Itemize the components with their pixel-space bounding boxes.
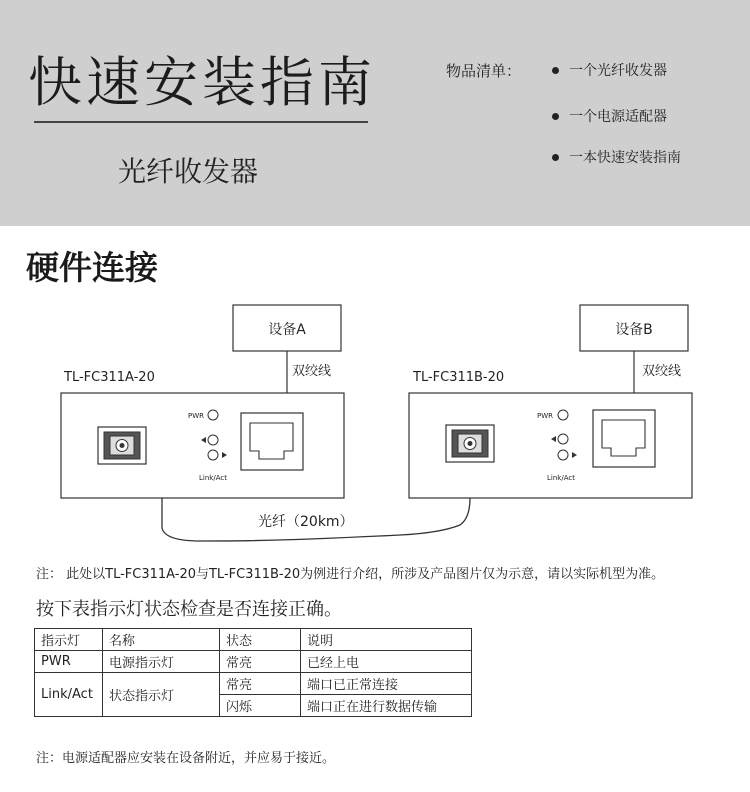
- header-banner: [0, 0, 750, 226]
- pwr-led-icon: [208, 410, 218, 420]
- led-a-icon: [558, 434, 568, 444]
- page-title: 快速安装指南: [28, 51, 376, 114]
- device-a-label: 设备A: [268, 322, 306, 338]
- pwr-led-label: PWR: [537, 412, 554, 420]
- pwr-led-icon: [558, 410, 568, 420]
- transceiver-b: [409, 393, 692, 498]
- section-title-hardware: 硬件连接: [26, 248, 158, 287]
- package-list-label: 物品清单：: [446, 62, 522, 80]
- led-b-icon: [558, 450, 568, 460]
- link-led-label: Link/Act: [547, 474, 575, 482]
- table-row: [35, 673, 472, 695]
- table-header-cell: 状态: [220, 629, 301, 651]
- check-instructions: 按下表指示灯状态检查是否连接正确。: [36, 599, 342, 620]
- pwr-led-label: PWR: [188, 412, 205, 420]
- table-cell: 已经上电: [301, 651, 472, 673]
- connection-diagram: [0, 290, 750, 560]
- bullet-icon: [552, 67, 559, 74]
- rj45-port-icon: [241, 413, 303, 470]
- table-row: [35, 651, 472, 673]
- title-divider: [34, 121, 368, 123]
- table-header-cell: 指示灯: [35, 629, 103, 651]
- table-cell: 电源指示灯: [103, 651, 220, 673]
- table-cell: 状态指示灯: [103, 673, 220, 717]
- page-subtitle: 光纤收发器: [118, 155, 259, 188]
- table-cell: 端口正在进行数据传输: [301, 695, 472, 717]
- package-list-item: 一本快速安装指南: [552, 147, 681, 167]
- package-list-item: 一个电源适配器: [552, 106, 667, 126]
- indicator-table: [34, 628, 472, 717]
- bullet-icon: [552, 154, 559, 161]
- led-a-icon: [208, 435, 218, 445]
- table-header-cell: 说明: [301, 629, 472, 651]
- note-example: 注： 此处以TL-FC311A-20与TL-FC311B-20为例进行介绍，所涉及产品图片仅为示意，请以实际机型为准。: [36, 567, 665, 582]
- table-header-row: [35, 629, 472, 651]
- led-b-icon: [208, 450, 218, 460]
- model-a-label: TL-FC311A-20: [64, 370, 155, 385]
- table-cell: PWR: [35, 651, 103, 673]
- note-power-adapter: 注：电源适配器应安装在设备附近，并应易于接近。: [36, 751, 336, 766]
- table-cell: 常亮: [220, 651, 301, 673]
- table-cell: 常亮: [220, 673, 301, 695]
- table-header-cell: 名称: [103, 629, 220, 651]
- table-cell: 闪烁: [220, 695, 301, 717]
- sc-fiber-port-icon: [98, 427, 146, 464]
- link-led-label: Link/Act: [199, 474, 227, 482]
- device-b-label: 设备B: [615, 322, 653, 338]
- transceiver-a: [61, 393, 344, 498]
- cable-a-label: 双绞线: [292, 364, 332, 379]
- sc-fiber-port-icon: [446, 425, 494, 462]
- model-b-label: TL-FC311B-20: [413, 370, 505, 385]
- bullet-icon: [552, 113, 559, 120]
- cable-b-label: 双绞线: [642, 364, 682, 379]
- package-list-item: 一个光纤收发器: [552, 60, 667, 80]
- table-cell: Link/Act: [35, 673, 103, 717]
- rj45-port-icon: [593, 410, 655, 467]
- fiber-label: 光纤（20km）: [258, 514, 354, 530]
- table-cell: 端口已正常连接: [301, 673, 472, 695]
